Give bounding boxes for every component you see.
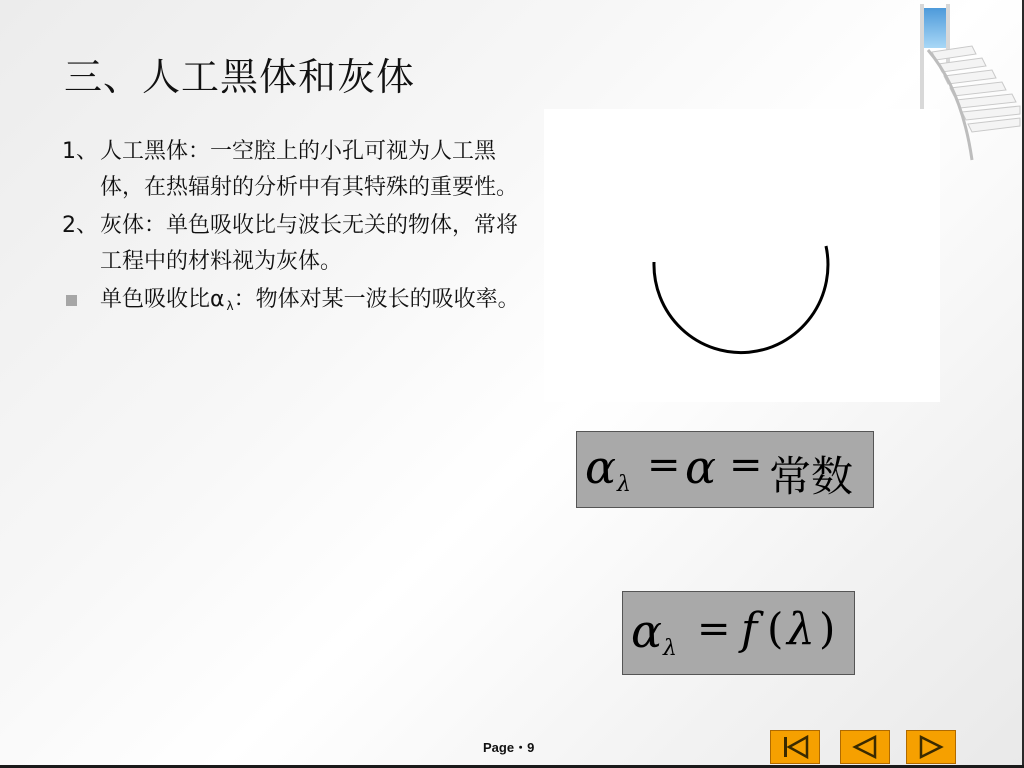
item-text-main: 单色吸收比α (100, 287, 225, 312)
skip-to-start-icon (771, 731, 819, 763)
cavity-circle-icon (544, 109, 940, 402)
previous-slide-button[interactable] (840, 730, 890, 764)
item-text-rest: ：物体对某一波长的吸收率。 (233, 287, 520, 312)
list-item-artificial-blackbody (62, 134, 532, 206)
formula-alpha: α (631, 604, 663, 658)
formula-alpha: α (585, 440, 617, 494)
formula-constant-text: 常数 (769, 452, 854, 501)
item-number: 2、 (62, 213, 98, 238)
formula-function-f: f (741, 604, 758, 655)
page-number: Page・9 (483, 740, 535, 755)
formula-equals: = (647, 442, 681, 488)
formula-gray-body-constant (576, 431, 874, 508)
formula-equals: = (697, 606, 731, 652)
list-item-spectral-absorptivity (62, 282, 532, 324)
item-number: 1、 (62, 139, 98, 164)
item-text: 人工黑体：一空腔上的小孔可视为人工黑体，在热辐射的分析中有其特殊的重要性。 (100, 139, 519, 200)
content-list (62, 134, 532, 326)
item-text: 灰体：单色吸收比与波长无关的物体，常将工程中的材料视为灰体。 (100, 213, 519, 274)
list-item-gray-body (62, 208, 532, 280)
formula-right-paren: ) (819, 604, 836, 653)
formula-subscript-lambda: λ (617, 472, 631, 497)
formula-subscript-lambda: λ (663, 636, 677, 661)
formula-equals: = (729, 442, 763, 488)
triangle-left-icon (841, 731, 889, 763)
slide-title: 三、人工黑体和灰体 (64, 55, 416, 99)
formula-wavelength-function (622, 591, 855, 675)
formula-alpha: α (685, 440, 717, 494)
formula-lambda: λ (787, 604, 815, 655)
square-bullet-icon (66, 295, 77, 306)
triangle-right-icon (907, 731, 955, 763)
first-slide-button[interactable] (770, 730, 820, 764)
item-text-subscript: λ (226, 299, 234, 313)
formula-left-paren: ( (767, 604, 784, 653)
next-slide-button[interactable] (906, 730, 956, 764)
cavity-figure (544, 109, 940, 402)
